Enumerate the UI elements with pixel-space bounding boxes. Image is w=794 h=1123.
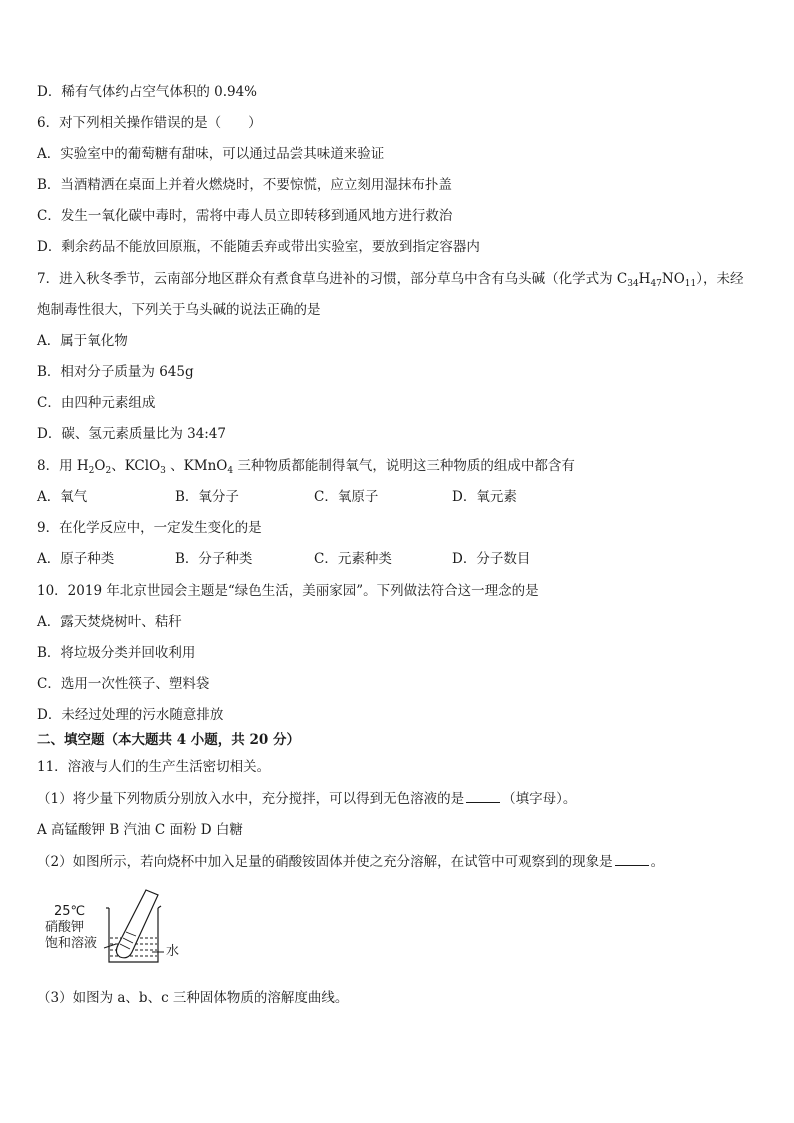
q7-formula-h: H <box>638 271 651 287</box>
q8-formula-o: O <box>94 458 106 474</box>
q8-option-b: B．氧分子 <box>175 489 239 505</box>
q8-option-d: D．氧元素 <box>452 489 517 505</box>
q8-option-c: C．氧原子 <box>314 489 379 505</box>
q10-option-d: D．未经过处理的污水随意排放 <box>37 707 224 723</box>
q7-option-b: B．相对分子质量为 645g <box>37 364 194 380</box>
q7-option-a: A．属于氧化物 <box>37 333 128 349</box>
q10-option-c: C．选用一次性筷子、塑料袋 <box>37 676 210 692</box>
q11-part1 <box>37 789 576 809</box>
q6-option-d: D．剩余药品不能放回原瓶，不能随丢弃或带出实验室，要放到指定容器内 <box>37 239 480 255</box>
test-tube <box>116 890 158 958</box>
q7-option-c: C．由四种元素组成 <box>37 395 156 411</box>
q8-sub-1: 2 <box>88 466 95 476</box>
q9-option-a: A．原子种类 <box>37 551 115 567</box>
q10-option-b: B．将垃圾分类并回收利用 <box>37 645 196 661</box>
q6-stem: 6．对下列相关操作错误的是（ ） <box>37 115 262 131</box>
q9-option-b: B．分子种类 <box>175 551 253 567</box>
q10-stem: 10．2019 年北京世园会主题是“绿色生活，美丽家园”。下列做法符合这一理念的是 <box>37 583 539 599</box>
q7-sub-h: 47 <box>650 279 662 289</box>
q8-formula-kmno: 、KMnO <box>165 458 228 474</box>
q7-stem-text: 7．进入秋冬季节，云南部分地区群众有煮食草乌进补的习惯，部分草乌中含有乌头碱（化学式为 C <box>37 271 628 287</box>
section-heading-fill-in: 二、填空题（本大题共 4 小题，共 20 分） <box>37 732 300 748</box>
answer-blank[interactable] <box>615 853 649 866</box>
q11-part1-text: （1）将少量下列物质分别放入水中，充分搅拌，可以得到无色溶液的是 <box>37 791 465 807</box>
q6-option-b: B．当酒精洒在桌面上并着火燃烧时，不要惊慌，应立刻用湿抹布扑盖 <box>37 177 452 193</box>
q11-part1-options: A 高锰酸钾 B 汽油 C 面粉 D 白糖 <box>37 822 243 838</box>
beaker-diagram <box>40 886 200 966</box>
q7-stem <box>37 269 744 289</box>
answer-blank[interactable] <box>466 790 500 803</box>
q8-option-a: A．氧气 <box>37 489 88 505</box>
q10-option-a: A．露天焚烧树叶、秸秆 <box>37 614 182 630</box>
beaker-figure <box>40 886 200 966</box>
q7-option-d: D．碳、氢元素质量比为 34:47 <box>37 426 227 442</box>
q11-stem: 11．溶液与人们的生产生活密切相关。 <box>37 759 271 775</box>
q9-stem: 9．在化学反应中，一定发生变化的是 <box>37 520 262 536</box>
q9-option-d: D．分子数目 <box>452 551 531 567</box>
q6-option-c: C．发生一氧化碳中毒时，需将中毒人员立即转移到通风地方进行救治 <box>37 208 453 224</box>
q11-part2-end: 。 <box>650 854 665 870</box>
q9-option-c: C．元素种类 <box>314 551 392 567</box>
q8-stem-end: 三种物质都能制得氧气，说明这三种物质的组成中都含有 <box>233 458 575 474</box>
q11-part2 <box>37 852 664 872</box>
q11-part3: （3）如图为 a、b、c 三种固体物质的溶解度曲线。 <box>37 990 349 1006</box>
q5-option-d: D．稀有气体约占空气体积的 0.94% <box>37 84 258 100</box>
q7-stem-continued: 炮制毒性很大，下列关于乌头碱的说法正确的是 <box>37 302 321 318</box>
q7-sub-c: 34 <box>627 279 639 289</box>
q11-part2-text: （2）如图所示，若向烧杯中加入足量的硝酸铵固体并使之充分溶解，在试管中可观察到的现象是 <box>37 854 613 870</box>
q11-part1-end: （填字母）。 <box>502 791 577 807</box>
q7-formula-no: NO <box>661 271 685 287</box>
q8-stem <box>37 456 575 476</box>
q8-formula-kclo: 、KClO <box>111 458 161 474</box>
solution-label-line2: 饱和溶液 <box>45 936 98 951</box>
q8-sub-3: 3 <box>160 466 166 476</box>
q8-sub-4: 4 <box>227 466 234 476</box>
q8-sub-2: 2 <box>105 466 112 476</box>
q6-option-a: A．实验室中的葡萄糖有甜味，可以通过品尝其味道来验证 <box>37 146 385 162</box>
q8-stem-text: 8．用 H <box>37 458 89 474</box>
q7-stem-end: ），未经 <box>696 271 744 287</box>
temperature-label: 25℃ <box>54 904 86 919</box>
water-label: 水 <box>166 944 180 959</box>
q7-sub-o: 11 <box>684 279 697 289</box>
solution-label-line1: 硝酸钾 <box>45 920 85 935</box>
